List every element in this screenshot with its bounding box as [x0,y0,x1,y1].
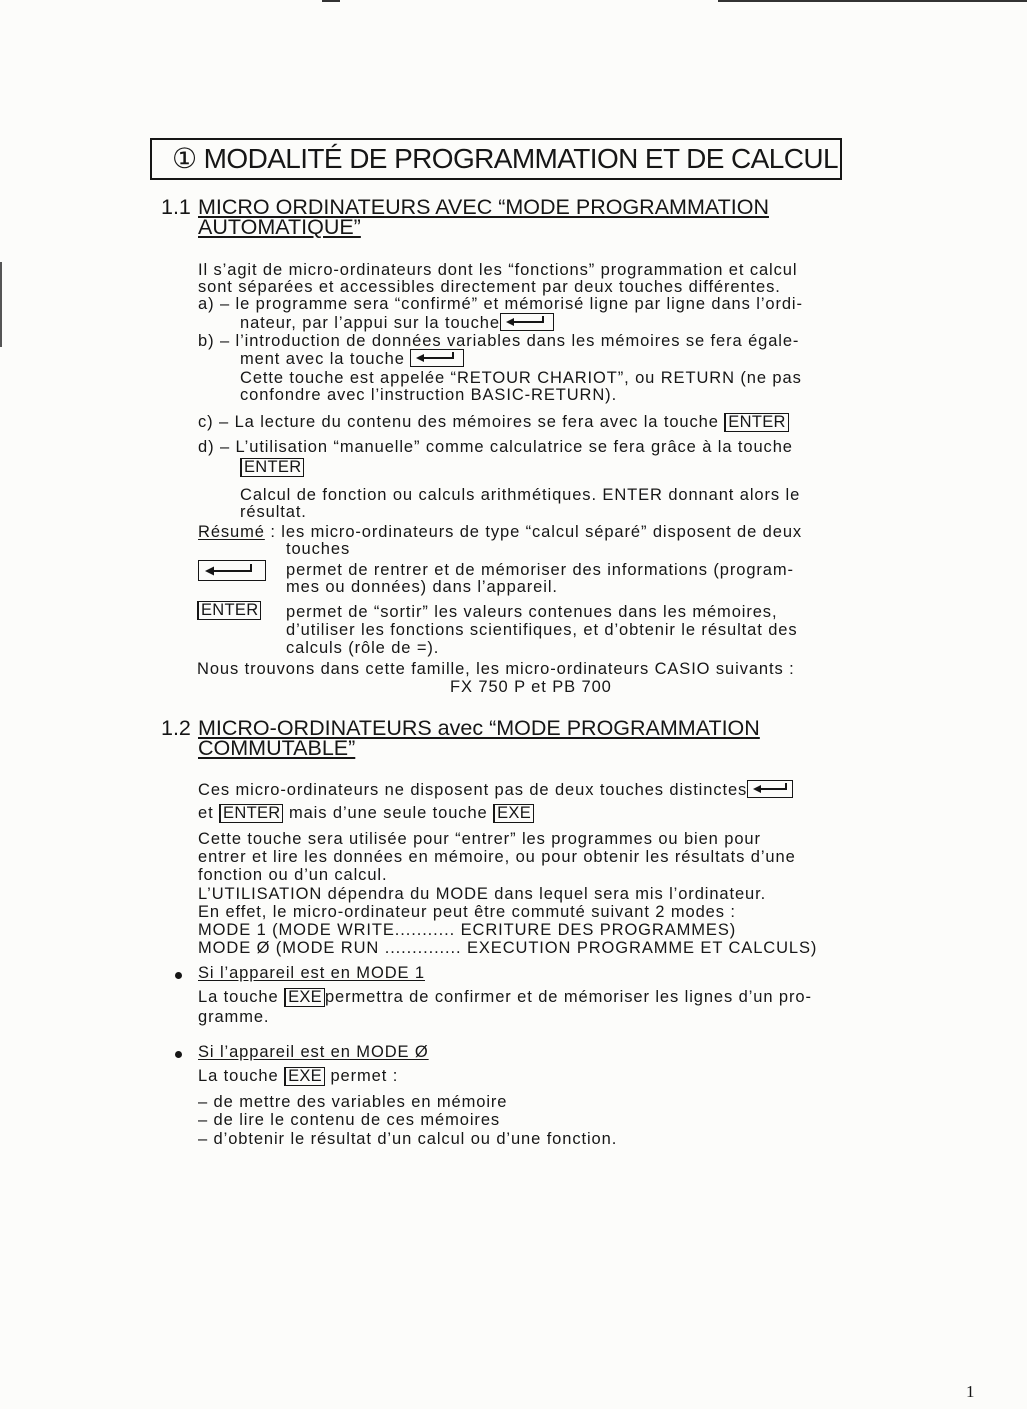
bullet-icon [175,972,182,979]
exe-key: EXE [493,804,534,823]
mode-line: MODE 1 (MODE WRITE........... ECRITURE DES PROGRAMMES) [198,921,737,939]
paragraph: sont séparées et accessibles directement par deux touches différentes. [198,278,781,296]
section-heading: MICRO ORDINATEURS AVEC “MODE PROGRAMMATION [198,195,769,219]
model-list: FX 750 P et PB 700 [450,678,612,696]
enter-key: ENTER [240,458,304,477]
bullet-icon [175,1051,182,1058]
list-item-cont: confondre avec l’instruction BASIC-RETURN). [240,386,618,404]
enter-key: ENTER [219,804,283,823]
list-item: b) – l’introduction de données variables dans les mémoires se fera égale- [198,332,800,350]
paragraph: fonction ou d’un calcul. [198,866,388,884]
list-item-cont: résultat. [240,503,307,521]
scan-edge-mark [0,262,2,347]
list-item: – d’obtenir le résultat d’un calcul ou d’une fonction. [198,1130,618,1148]
paragraph: et ENTER mais d’une seule touche EXE [198,804,534,823]
paragraph: Cette touche sera utilisée pour “entrer” les programmes ou bien pour [198,830,761,848]
section-heading-cont: COMMUTABLE” [198,736,356,760]
summary-label: Résumé [198,523,265,541]
exe-key: EXE [284,1067,325,1086]
enter-key: ENTER [197,601,261,620]
list-item: – de mettre des variables en mémoire [198,1093,508,1111]
page-number: 1 [966,1382,975,1401]
paragraph: Ces micro-ordinateurs ne disposent pas de deux touches distinctes [198,780,793,799]
bullet-heading: Si l’appareil est en MODE 1 [198,964,425,982]
paragraph: La touche EXE permettra de confirmer et de mémoriser les lignes d’un pro- [198,988,812,1006]
paragraph: Il s’agit de micro-ordinateurs dont les “fonctions” programmation et calcul [198,261,798,279]
list-item-cont: ment avec la touche [240,349,464,368]
list-item-cont: nateur, par l’appui sur la touche [240,313,554,332]
scan-mark [322,0,340,2]
paragraph: La touche EXE permet : [198,1067,399,1085]
paragraph: entrer et lire les données en mémoire, ou pour obtenir les résultats d’une [198,848,796,866]
key-description: d’utiliser les fonctions scientifiques, et d’obtenir le résultat des [286,621,798,639]
scan-mark [718,0,1027,2]
exe-key: EXE [284,988,325,1007]
section-heading: MICRO-ORDINATEURS avec “MODE PROGRAMMATION [198,716,760,740]
return-key [500,313,554,331]
enter-key: ENTER [724,413,788,432]
summary: Résumé : les micro-ordinateurs de type “calcul séparé” disposent de deux [198,523,803,541]
bullet-heading: Si l’appareil est en MODE Ø [198,1043,429,1061]
return-key [198,560,266,583]
paragraph: gramme. [198,1008,270,1026]
key-description: permet de “sortir” les valeurs contenues dans les mémoires, [286,603,778,621]
list-item-cont: Cette touche est appelée “RETOUR CHARIOT”, ou RETURN (ne pas [240,369,802,387]
mode-line: MODE Ø (MODE RUN .............. EXECUTION PROGRAMME ET CALCULS) [198,939,818,957]
list-item-cont: Calcul de fonction ou calculs arithmétiques. ENTER donnant alors le [240,486,801,504]
list-item-cont [240,458,304,477]
list-item: – de lire le contenu de ces mémoires [198,1111,501,1129]
key-description: permet de rentrer et de mémoriser des informations (program- [286,561,794,579]
section-heading-cont: AUTOMATIQUE” [198,215,361,239]
enter-key-row [197,601,261,620]
key-description: mes ou données) dans l’appareil. [286,578,558,596]
summary-cont: touches [286,540,351,558]
page-title: ① MODALITÉ DE PROGRAMMATION ET DE CALCUL [150,138,842,180]
section-number: 1.1 [161,195,191,219]
section-number: 1.2 [161,716,191,740]
list-item: d) – L’utilisation “manuelle” comme calculatrice se fera grâce à la touche [198,438,793,456]
return-key [747,780,793,798]
paragraph: Nous trouvons dans cette famille, les micro-ordinateurs CASIO suivants : [197,660,795,678]
paragraph: L’UTILISATION dépendra du MODE dans lequel sera mis l’ordinateur. [198,885,767,903]
list-item: a) – le programme sera “confirmé” et mémorisé ligne par ligne dans l’ordi- [198,295,803,313]
key-description: calculs (rôle de =). [286,639,440,657]
return-key [410,349,464,367]
list-item: c) – La lecture du contenu des mémoires se fera avec la touche ENTER [198,413,789,432]
paragraph: En effet, le micro-ordinateur peut être commuté suivant 2 modes : [198,903,736,921]
